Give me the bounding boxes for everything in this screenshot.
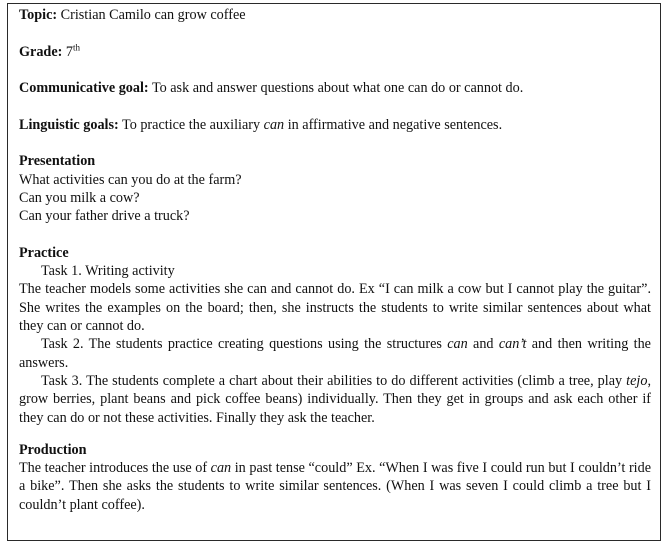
task2-before: Task 2. The students practice creating questions using the structures	[41, 336, 448, 353]
task2-middle: and	[467, 336, 499, 353]
task2-paragraph	[19, 335, 651, 372]
task1-title: Task 1. Writing activity	[41, 263, 175, 280]
task3-after: , grow berries, plant beans and pick coffee beans) individually. Then they get in groups and ask each other if they can do or not these activities. Finally they ask the teacher.	[19, 372, 651, 426]
grade-suffix: th	[72, 41, 80, 52]
production-italic-can: can	[210, 460, 232, 477]
practice-heading: Practice	[19, 244, 69, 261]
topic-label: Topic:	[19, 7, 58, 23]
task2-after: and then writing the answers.	[19, 336, 651, 371]
lesson-plan-content	[19, 6, 651, 514]
task3-paragraph	[19, 372, 651, 427]
linguistic-goals-text-before: To practice the auxiliary	[118, 116, 264, 133]
communicative-goal-label: Communicative goal:	[19, 80, 149, 97]
presentation-heading: Presentation	[19, 153, 96, 170]
production-heading: Production	[19, 441, 87, 458]
production-after: in past tense “could” Ex. “When I was five I could run but I couldn’t ride a bike”. Then she asks the students to write similar sentences. (When I was seven I could climb a tree but I couldn’t plant coffee).	[19, 460, 651, 513]
task3-before: Task 3. The students complete a chart about their abilities to do different activities (climb a tree, play	[41, 372, 627, 389]
linguistic-goals-text-after: in affirmative and negative sentences.	[284, 116, 503, 133]
topic-line	[19, 6, 651, 24]
grade-value: 7	[62, 43, 73, 60]
linguistic-goals-italic: can	[263, 116, 285, 133]
task2-italic-cant: can’t	[498, 336, 527, 353]
production-paragraph	[19, 459, 651, 514]
task3-italic-tejo: tejo	[626, 372, 648, 389]
grade-line	[19, 43, 651, 61]
task2-italic-can: can	[447, 336, 468, 353]
presentation-question: What activities can you do at the farm?	[19, 171, 242, 188]
production-before: The teacher introduces the use of	[19, 460, 211, 477]
linguistic-goals-label: Linguistic goals:	[19, 116, 119, 133]
presentation-question: Can your father drive a truck?	[19, 208, 190, 225]
communicative-goal-text: To ask and answer questions about what one can do or cannot do.	[148, 80, 524, 97]
topic-text: Cristian Camilo can grow coffee	[57, 7, 246, 23]
task1-body: The teacher models some activities she can and cannot do. Ex “I can milk a cow but I cannot play the guitar”. She writes the examples on the board; then, she instructs the students to write similar sentences about what they can or cannot do.	[19, 281, 651, 335]
grade-label: Grade:	[19, 43, 63, 60]
communicative-goal-line	[19, 79, 651, 97]
linguistic-goals-line	[19, 116, 651, 134]
presentation-question: Can you milk a cow?	[19, 189, 140, 206]
